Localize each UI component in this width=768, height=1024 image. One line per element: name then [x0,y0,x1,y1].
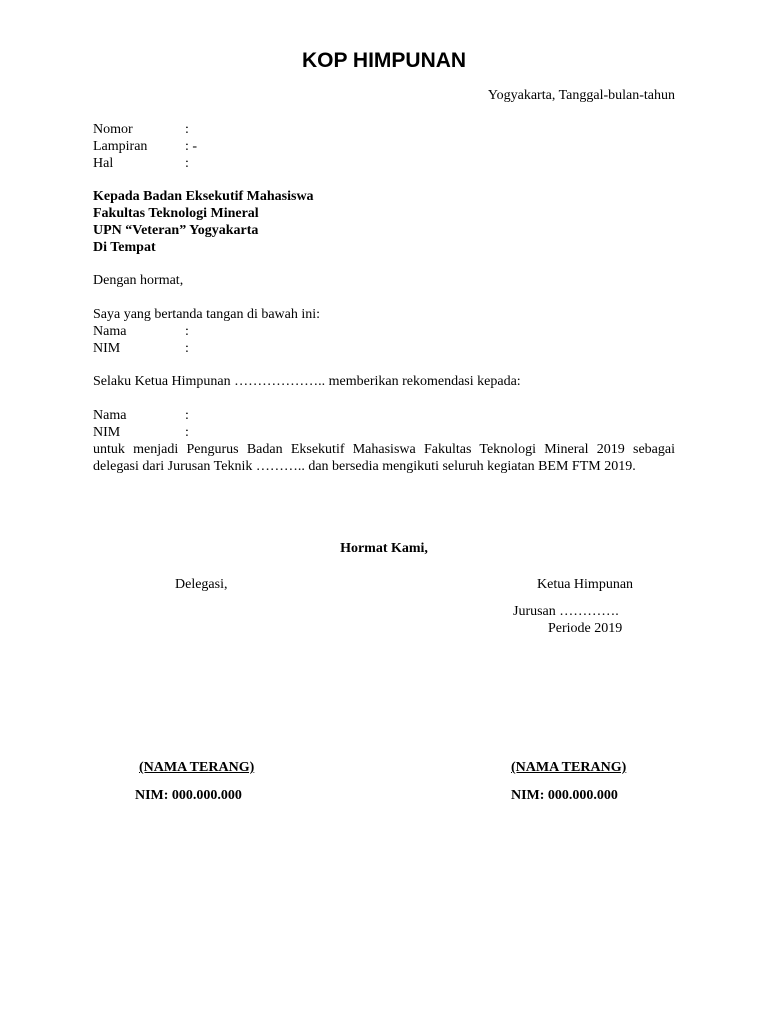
nomor-label: Nomor [93,122,133,137]
right-sig-name: (NAMA TERANG) [511,760,627,775]
right-sig-jurusan: Jurusan …………. [513,604,619,619]
nomor-colon: : [185,122,189,137]
signer-nama-colon: : [185,324,189,339]
candidate-nama-colon: : [185,408,189,423]
recipient-line-2: Fakultas Teknologi Mineral [93,206,259,221]
place-date: Yogyakarta, Tanggal-bulan-tahun [487,88,675,103]
greeting: Dengan hormat, [93,273,184,288]
right-sig-periode: Periode 2019 [548,621,623,636]
right-sig-role: Ketua Himpunan [537,577,634,592]
recipient-line-3: UPN “Veteran” Yogyakarta [93,223,259,238]
signer-nim-label: NIM [93,341,121,356]
hal-colon: : [185,156,189,171]
candidate-nim-colon: : [185,425,189,440]
left-sig-nim: NIM: 000.000.000 [135,788,242,803]
closing: Hormat Kami, [340,541,428,556]
recipient-line-4: Di Tempat [93,240,156,255]
right-sig-nim: NIM: 000.000.000 [511,788,618,803]
lampiran-colon: : - [185,139,198,154]
candidate-nim-label: NIM [93,425,121,440]
intro-text: Saya yang bertanda tangan di bawah ini: [93,307,321,322]
recommendation-line: Selaku Ketua Himpunan ……………….. memberikan rekomendasi kepada: [93,374,521,389]
hal-label: Hal [93,156,114,171]
candidate-nama-label: Nama [93,408,127,423]
left-sig-role: Delegasi, [175,577,228,592]
left-sig-name: (NAMA TERANG) [139,760,255,775]
lampiran-label: Lampiran [93,139,148,154]
signer-nama-label: Nama [93,324,127,339]
recipient-line-1: Kepada Badan Eksekutif Mahasiswa [93,189,314,204]
body-paragraph: untuk menjadi Pengurus Badan Eksekutif Mahasiswa Fakultas Teknologi Mineral 2019 sebagai delegasi dari Jurusan Teknik ……….. dan bersedia mengikuti seluruh kegiatan BEM FTM 2019. [93,442,675,474]
signer-nim-colon: : [185,341,189,356]
letterhead-title: KOP HIMPUNAN [301,49,467,72]
